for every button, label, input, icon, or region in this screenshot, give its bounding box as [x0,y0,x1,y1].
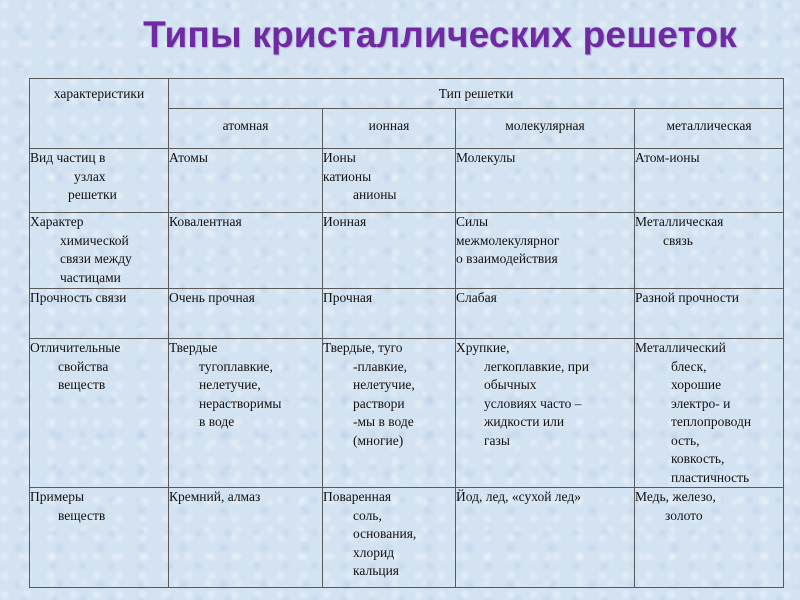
cell-line: -плавкие, [353,358,407,374]
row-label-line: связи между [60,251,132,266]
table-cell [169,289,323,339]
cell-line: хорошие [671,377,722,392]
cell-line: межмолекулярног [456,232,560,248]
table-cell [169,488,323,588]
table-cell [635,213,784,289]
table-row [30,289,784,339]
cell-line: хлорид [353,544,395,560]
cell-line: нерастворимы [199,395,282,411]
cell-line: кальция [353,563,400,578]
row-label-line: Характер [30,214,84,229]
table-row [30,213,784,289]
cell-line: легкоплавкие, при [484,358,589,374]
row-label-line: Примеры [30,489,85,504]
cell-line: Ковалентная [169,214,242,229]
cell-line: ость, [671,432,700,448]
table-cell [456,488,635,588]
table-cell [323,289,456,339]
header-characteristics: характеристики [30,79,169,149]
cell-line: Металлический [635,340,726,355]
table-cell [635,339,784,488]
header-atomic: атомная [169,109,323,149]
cell-line: условиях часто – [484,395,582,411]
row-label-line: свойства [58,358,109,374]
table-cell [169,213,323,289]
cell-line: связь [663,232,693,248]
cell-line: Слабая [456,290,497,305]
table-header-row [30,79,784,109]
cell-line: Силы [456,214,489,229]
cell-line: Твердые [169,340,218,355]
row-label-line: Вид частиц в [30,150,106,165]
cell-line: газы [484,432,510,448]
table-cell [169,339,323,488]
table-cell [323,149,456,213]
cell-line: Разной прочности [635,290,739,305]
cell-line: ковкость, [671,451,725,466]
header-lattice-type: Тип решетки [169,79,784,109]
table-cell [456,149,635,213]
cell-line: жидкости или [484,414,565,429]
row-label-line: веществ [58,377,106,392]
cell-line: Медь, железо, [635,489,716,504]
cell-line: основания, [353,526,417,541]
cell-line: раствори [353,395,405,411]
row-label-line: Прочность связи [30,290,127,305]
cell-line: тугоплавкие, [199,358,273,374]
header-metallic: металлическая [635,109,784,149]
cell-line: -мы в воде [353,414,414,429]
row-label [30,149,169,213]
cell-line: Атом-ионы [635,150,700,165]
cell-line: катионы [323,168,372,184]
cell-line: Поваренная [323,489,392,504]
cell-line: обычных [484,377,537,392]
table-cell [635,149,784,213]
cell-line: Йод, лед, «сухой лед» [456,489,581,504]
row-label-line: Отличительные [30,340,121,355]
cell-line: Твердые, туго [323,340,403,355]
cell-line: соль, [353,507,382,523]
cell-line: Молекулы [456,150,516,165]
row-label [30,488,169,588]
row-label [30,213,169,289]
table-cell [456,289,635,339]
cell-line: золото [665,507,703,523]
slide-title: Типы кристаллических решеток [143,14,737,55]
table-row [30,149,784,213]
cell-line: Хрупкие, [456,340,510,355]
cell-line: Ионы [323,150,356,165]
row-label [30,289,169,339]
table-cell [635,488,784,588]
table-cell [169,149,323,213]
row-label-line: веществ [58,507,106,523]
row-label-line: частицами [60,269,121,285]
table-cell [323,488,456,588]
cell-line: Прочная [323,290,373,305]
cell-line: в воде [199,414,235,429]
table-row [30,339,784,488]
table-cell [456,213,635,289]
cell-line: нелетучие, [353,377,415,392]
table-cell [323,213,456,289]
cell-line: Ионная [323,214,367,229]
header-ionic: ионная [323,109,456,149]
cell-line: (многие) [353,432,404,448]
row-label-line: решетки [68,187,117,202]
cell-line: о взаимодействия [456,251,558,266]
table-cell [456,339,635,488]
cell-line: блеск, [671,358,707,374]
cell-line: Атомы [169,150,208,165]
table-row [30,488,784,588]
cell-line: анионы [353,187,397,202]
lattice-types-table [29,78,784,588]
cell-line: Очень прочная [169,290,255,305]
cell-line: нелетучие, [199,377,261,392]
header-molecular: молекулярная [456,109,635,149]
cell-line: Металлическая [635,214,724,229]
table-cell [635,289,784,339]
table-cell [323,339,456,488]
cell-line: теплопроводн [671,414,752,429]
cell-line: Кремний, алмаз [169,489,261,504]
row-label-line: узлах [74,168,106,184]
cell-line: электро- и [671,395,731,411]
row-label-line: химической [60,232,129,248]
row-label [30,339,169,488]
cell-line: пластичность [671,469,750,485]
